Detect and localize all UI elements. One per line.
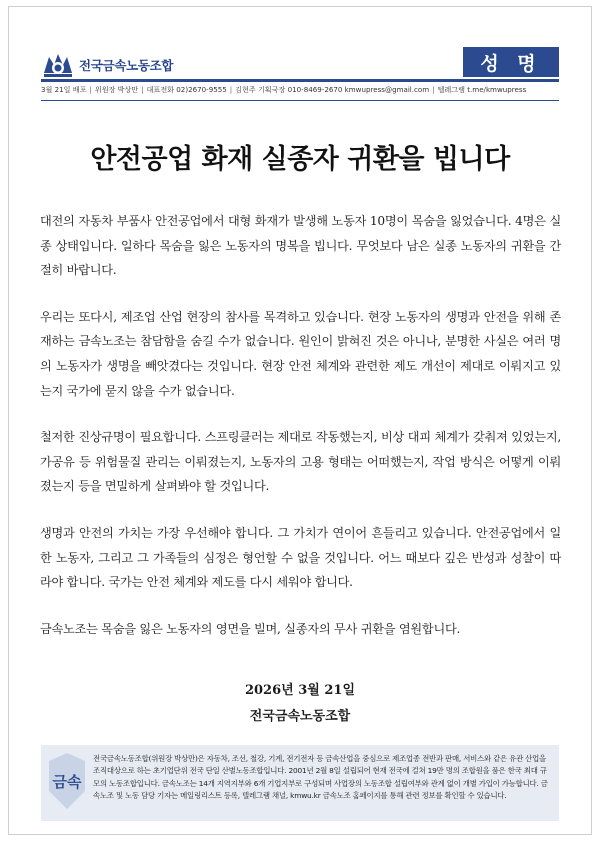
union-logo	[41, 51, 173, 79]
paragraph: 우리는 또다시, 제조업 산업 현장의 참사를 목격하고 있습니다. 현장 노동자의 생명과 안전을 위해 존재하는 금속노조는 참담함을 숨길 수가 없습니다. 원인이 밝혀진 것은 아니나, 분명한 사실은 여러 명의 노동자가 생명을 빼앗겼다는 것입니다. 현장 안전 체계와 관련한 제도 개선이 제대로 이뤄지고 있는지 국가에 묻지 않을 수가 없습니다.	[40, 309, 561, 398]
contact-rule	[41, 100, 559, 101]
paragraph: 철저한 진상규명이 필요합니다. 스프링클러는 제대로 작동했는지, 비상 대피 체계가 갖춰져 있었는지, 가공유 등 위험물질 관리는 이뤄졌는지, 노동자의 고용 형태는 어떠했는지, 작업 방식은 어떻게 이뤄졌는지 등을 면밀하게 살펴봐야 할 것입니다.	[40, 430, 561, 494]
press-contact: | 김현주 기획국장 010-8469-2670 kmwupress@gmail.com	[227, 85, 429, 99]
release-date: 3월 21일 배포	[41, 85, 87, 94]
paragraph: 대전의 자동차 부품사 안전공업에서 대형 화재가 발생해 노동자 10명이 목숨을 잃었습니다. 4명은 실종 상태입니다. 일하다 목숨을 잃은 노동자의 명복을 빕니다. 무엇보다 남은 실종 노동자의 귀환을 간절히 바랍니다.	[40, 214, 561, 278]
statement-signer: 전국금속노동조합	[249, 709, 351, 724]
svg-text:금속: 금속	[52, 773, 82, 791]
contact-line	[41, 85, 559, 99]
press-release-page	[8, 6, 592, 835]
doc-type-badge: 성 명	[463, 47, 559, 77]
chair-name: | 위원장 박상만	[86, 85, 138, 99]
paragraph: 금속노조는 목숨을 잃은 노동자의 영면을 빌며, 실종자의 무사 귀환을 염원합니다.	[40, 621, 461, 636]
footer-box	[41, 745, 559, 821]
statement-date: 2026년 3월 21일	[244, 683, 356, 698]
telegram-link[interactable]: | 텔레그램 t.me/kmwupress	[429, 85, 526, 99]
main-phone: | 대표전화 02)2670-9555	[138, 85, 227, 99]
footer-description: 전국금속노동조합(위원장 박상만)은 자동차, 조선, 철강, 기계, 전기전자 등 금속산업을 중심으로 제조업종 전반과 판매, 서비스와 같은 유관 산업을 조직대상으로 하는 초기업단위 전국 단일 산별노동조합입니다. 2001년 2월 8일 설립되어 현재 전국에 걸쳐 19만 명의 조합원을 품은 한국 최대 규모의 노동조합입니다. 금속노조는 14개 지역지부와 6개 기업지부로 구성되며 사업장의 노동조합 설립여부와 관계 없이 개별 가입이 가능합니다. 금속노조 및 노동 담당 기자는 메일링리스트 등록, 텔레그램 채널, kmwu.kr 금속노조 홈페이지를 통해 관련 정보를 확인할 수 있습니다.	[93, 754, 548, 801]
paragraph: 생명과 안전의 가치는 가장 우선해야 합니다. 그 가치가 연이어 흔들리고 있습니다. 안전공업에서 일한 노동자, 그리고 그 가족들의 심정은 형언할 수 없을 것입니다. 어느 때보다 깊은 반성과 성찰이 따라야 합니다. 국가는 안전 체계와 제도를 다시 세워야 합니다.	[40, 525, 561, 590]
header-rule	[41, 79, 559, 82]
statement-body	[40, 209, 561, 663]
footer-logo-icon	[45, 751, 89, 813]
page-title: 안전공업 화재 실종자 귀환을 빕니다	[90, 144, 510, 175]
union-logo-text: 전국금속노동조합	[79, 58, 174, 73]
union-emblem-icon	[41, 51, 75, 79]
